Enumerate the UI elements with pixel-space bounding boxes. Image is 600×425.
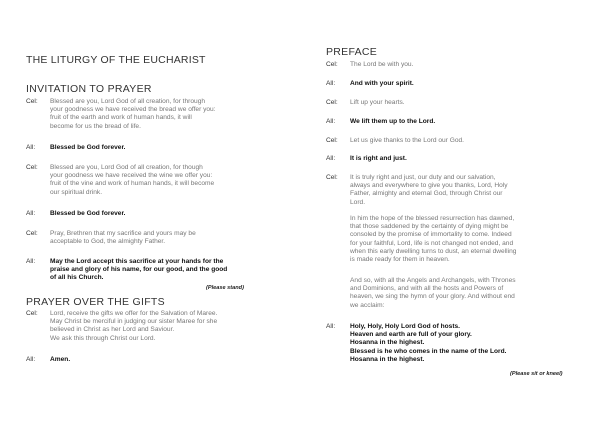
speaker-label: All:	[326, 155, 336, 162]
speaker-label: All:	[26, 258, 36, 265]
sit-or-kneel-instruction: (Please sit or kneel)	[510, 371, 563, 377]
speaker-label: All:	[326, 80, 336, 87]
speaker-label: Cel:	[326, 137, 338, 144]
entry-text: Pray, Brethren that my sacrifice and yours may be acceptable to God, the almighty Father.	[50, 230, 196, 246]
entry-text: Lift up your hearts.	[350, 99, 405, 106]
entry-text: Lord, receive the gifts we offer for the Salvation of Maree. May Christ be merciful in judging our sister Maree for she believed in Christ as her Lord and Saviour. We ask this through Christ our Lord.	[50, 310, 218, 342]
stand-instruction: (Please stand)	[206, 285, 244, 291]
speaker-label: Cel:	[326, 174, 338, 181]
entry-text: Blessed are you, Lord God of all creation, for through your goodness we have received the bread we offer you: fruit of the earth and work of human hands, it will become for us the bread of life.	[50, 98, 216, 130]
speaker-label: All:	[26, 356, 36, 363]
prayer-over-gifts-heading: PRAYER OVER THE GIFTS	[26, 296, 165, 308]
entry-text: Blessed are you, Lord God of all creation, for though your goodness we have received the wine we offer you: fruit of the vine and work of human hands, it will become our spiritual drink.	[50, 164, 215, 196]
speaker-label: All:	[326, 118, 336, 125]
entry-text: It is truly right and just, our duty and our salvation, always and everywhere to give you thanks, Lord, Holy Father, almighty and eternal God, through Christ our Lord.	[350, 174, 508, 206]
entry-text: In him the hope of the blessed resurrection has dawned, that those saddened by the certainty of dying might be consoled by the promise of immortality to come. Indeed for your faithful, Lord, life is not changed not ended, and when this early dwelling turns to dust, an eternal dwelling is made ready for them in heaven.	[350, 215, 517, 264]
speaker-label: Cel:	[26, 98, 38, 105]
entry-text: Holy, Holy, Holy Lord God of hosts. Heaven and earth are full of your glory. Hosanna in the highest. Blessed is he who comes in the name of the Lord. Hosanna in the highest.	[350, 323, 507, 363]
speaker-label: Cel:	[326, 99, 338, 106]
entry-text: Let us give thanks to the Lord our God.	[350, 137, 464, 144]
speaker-label: Cel:	[26, 230, 38, 237]
speaker-label: All:	[26, 210, 36, 217]
entry-text: It is right and just.	[350, 155, 407, 162]
speaker-label: All:	[326, 323, 336, 330]
speaker-label: All:	[26, 144, 36, 151]
speaker-label: Cel:	[26, 164, 38, 171]
entry-text: And so, with all the Angels and Archangels, with Thrones and Dominions, and with all the hosts and Powers of heaven, we sing the hymn of your glory. And without end we acclaim:	[350, 277, 516, 309]
entry-text: May the Lord accept this sacrifice at your hands for the praise and glory of his name, for our good, and the good of all his Church.	[50, 258, 228, 282]
speaker-label: Cel:	[326, 61, 338, 68]
entry-text: And with your spirit.	[350, 80, 414, 87]
entry-text: We lift them up to the Lord.	[350, 118, 436, 125]
preface-heading: PREFACE	[326, 46, 378, 58]
entry-text: Amen.	[50, 356, 71, 363]
liturgy-title: THE LITURGY OF THE EUCHARIST	[26, 54, 206, 66]
entry-text: Blessed be God forever.	[50, 144, 126, 151]
speaker-label: Cel:	[26, 310, 38, 317]
entry-text: The Lord be with you.	[350, 61, 414, 68]
invitation-heading: INVITATION TO PRAYER	[26, 83, 152, 95]
entry-text: Blessed be God forever.	[50, 210, 126, 217]
